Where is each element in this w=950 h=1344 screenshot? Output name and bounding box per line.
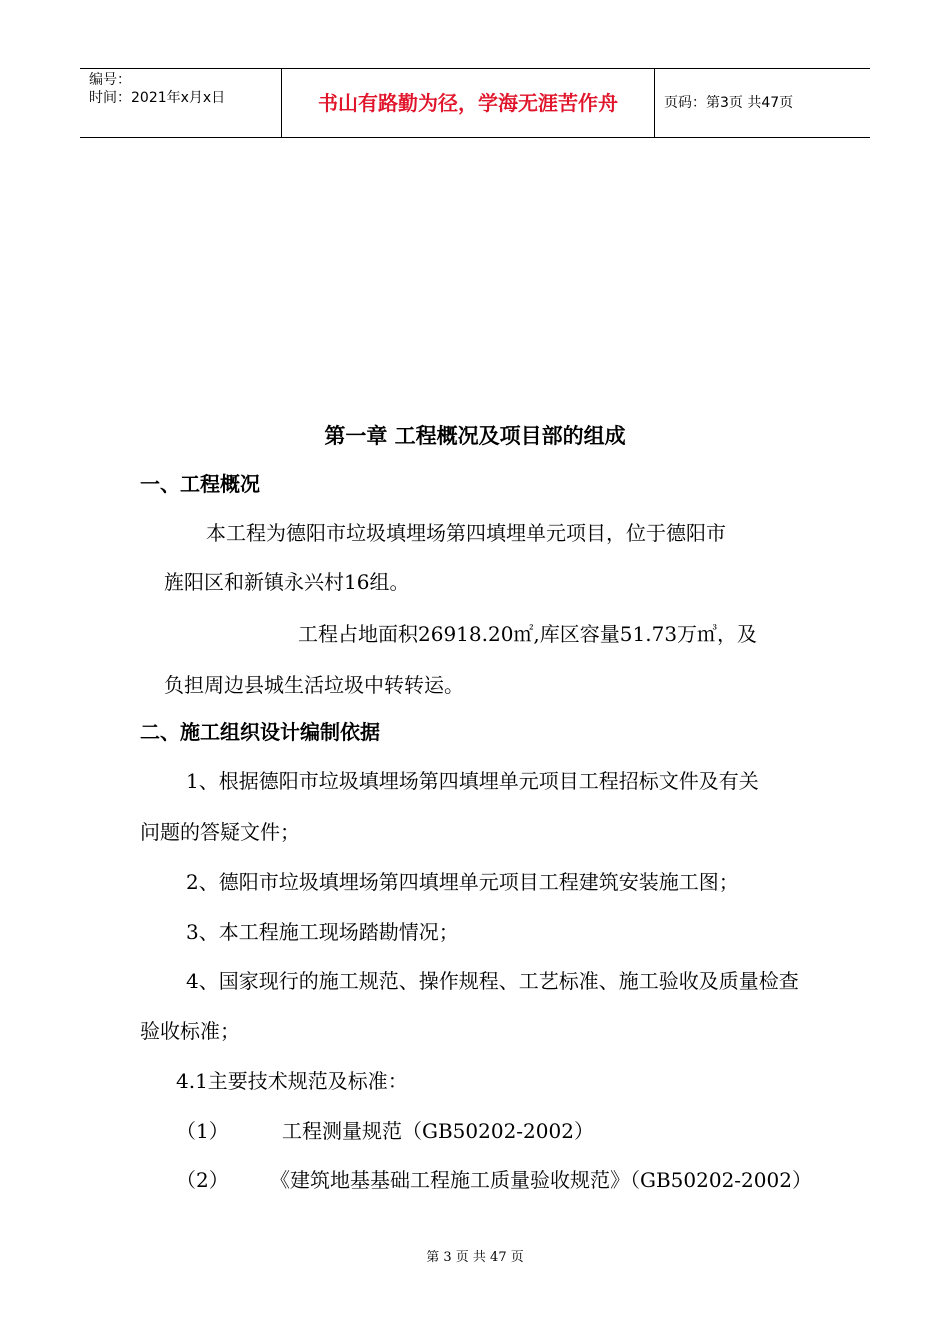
basis-item-4-line-2: 验收标准； (140, 1019, 240, 1043)
overview-paragraph-1-line-1: 本工程为德阳市垃圾填埋场第四填埋单元项目，位于德阳市 (206, 521, 726, 545)
standards-subheading: 4.1主要技术规范及标准： (176, 1069, 408, 1093)
standard-2-text: 《建筑地基基础工程施工质量验收规范》（GB50202-2002） (270, 1168, 812, 1192)
standard-1-text: 工程测量规范（GB50202-2002） (282, 1119, 594, 1143)
header-info-cell (80, 69, 281, 137)
standard-1-number: （1） (176, 1119, 229, 1143)
document-number-label: 编号： (89, 72, 131, 88)
overview-paragraph-2-line-1: 工程占地面积26918.20㎡,库区容量51.73万㎥，及 (298, 622, 758, 646)
basis-item-1-line-2: 问题的答疑文件； (140, 820, 300, 844)
basis-item-4-line-1: 4、国家现行的施工规范、操作规程、工艺标准、施工验收及质量检查 (186, 969, 799, 993)
overview-paragraph-1-line-2: 旌阳区和新镇永兴村16组。 (164, 570, 410, 594)
basis-item-3: 3、本工程施工现场踏勘情况； (186, 920, 459, 944)
standard-2-number: （2） (176, 1168, 229, 1192)
section-heading-basis: 二、施工组织设计编制依据 (140, 720, 380, 744)
page-header (80, 68, 870, 138)
basis-item-1-line-1: 1、根据德阳市垃圾填埋场第四填埋单元项目工程招标文件及有关 (186, 769, 759, 793)
section-heading-overview: 一、工程概况 (140, 472, 260, 496)
basis-item-2: 2、德阳市垃圾填埋场第四填埋单元项目工程建筑安装施工图； (186, 870, 739, 894)
chapter-title: 第一章 工程概况及项目部的组成 (324, 424, 626, 448)
header-page-info: 页码：第3页 共47页 (664, 95, 794, 111)
page-footer: 第 3 页 共 47 页 (426, 1250, 524, 1265)
overview-paragraph-2-line-2: 负担周边县城生活垃圾中转转运。 (164, 673, 464, 697)
document-time-label: 时间：2021年x月x日 (89, 90, 226, 106)
header-motto: 书山有路勤为径，学海无涯苦作舟 (281, 69, 655, 137)
